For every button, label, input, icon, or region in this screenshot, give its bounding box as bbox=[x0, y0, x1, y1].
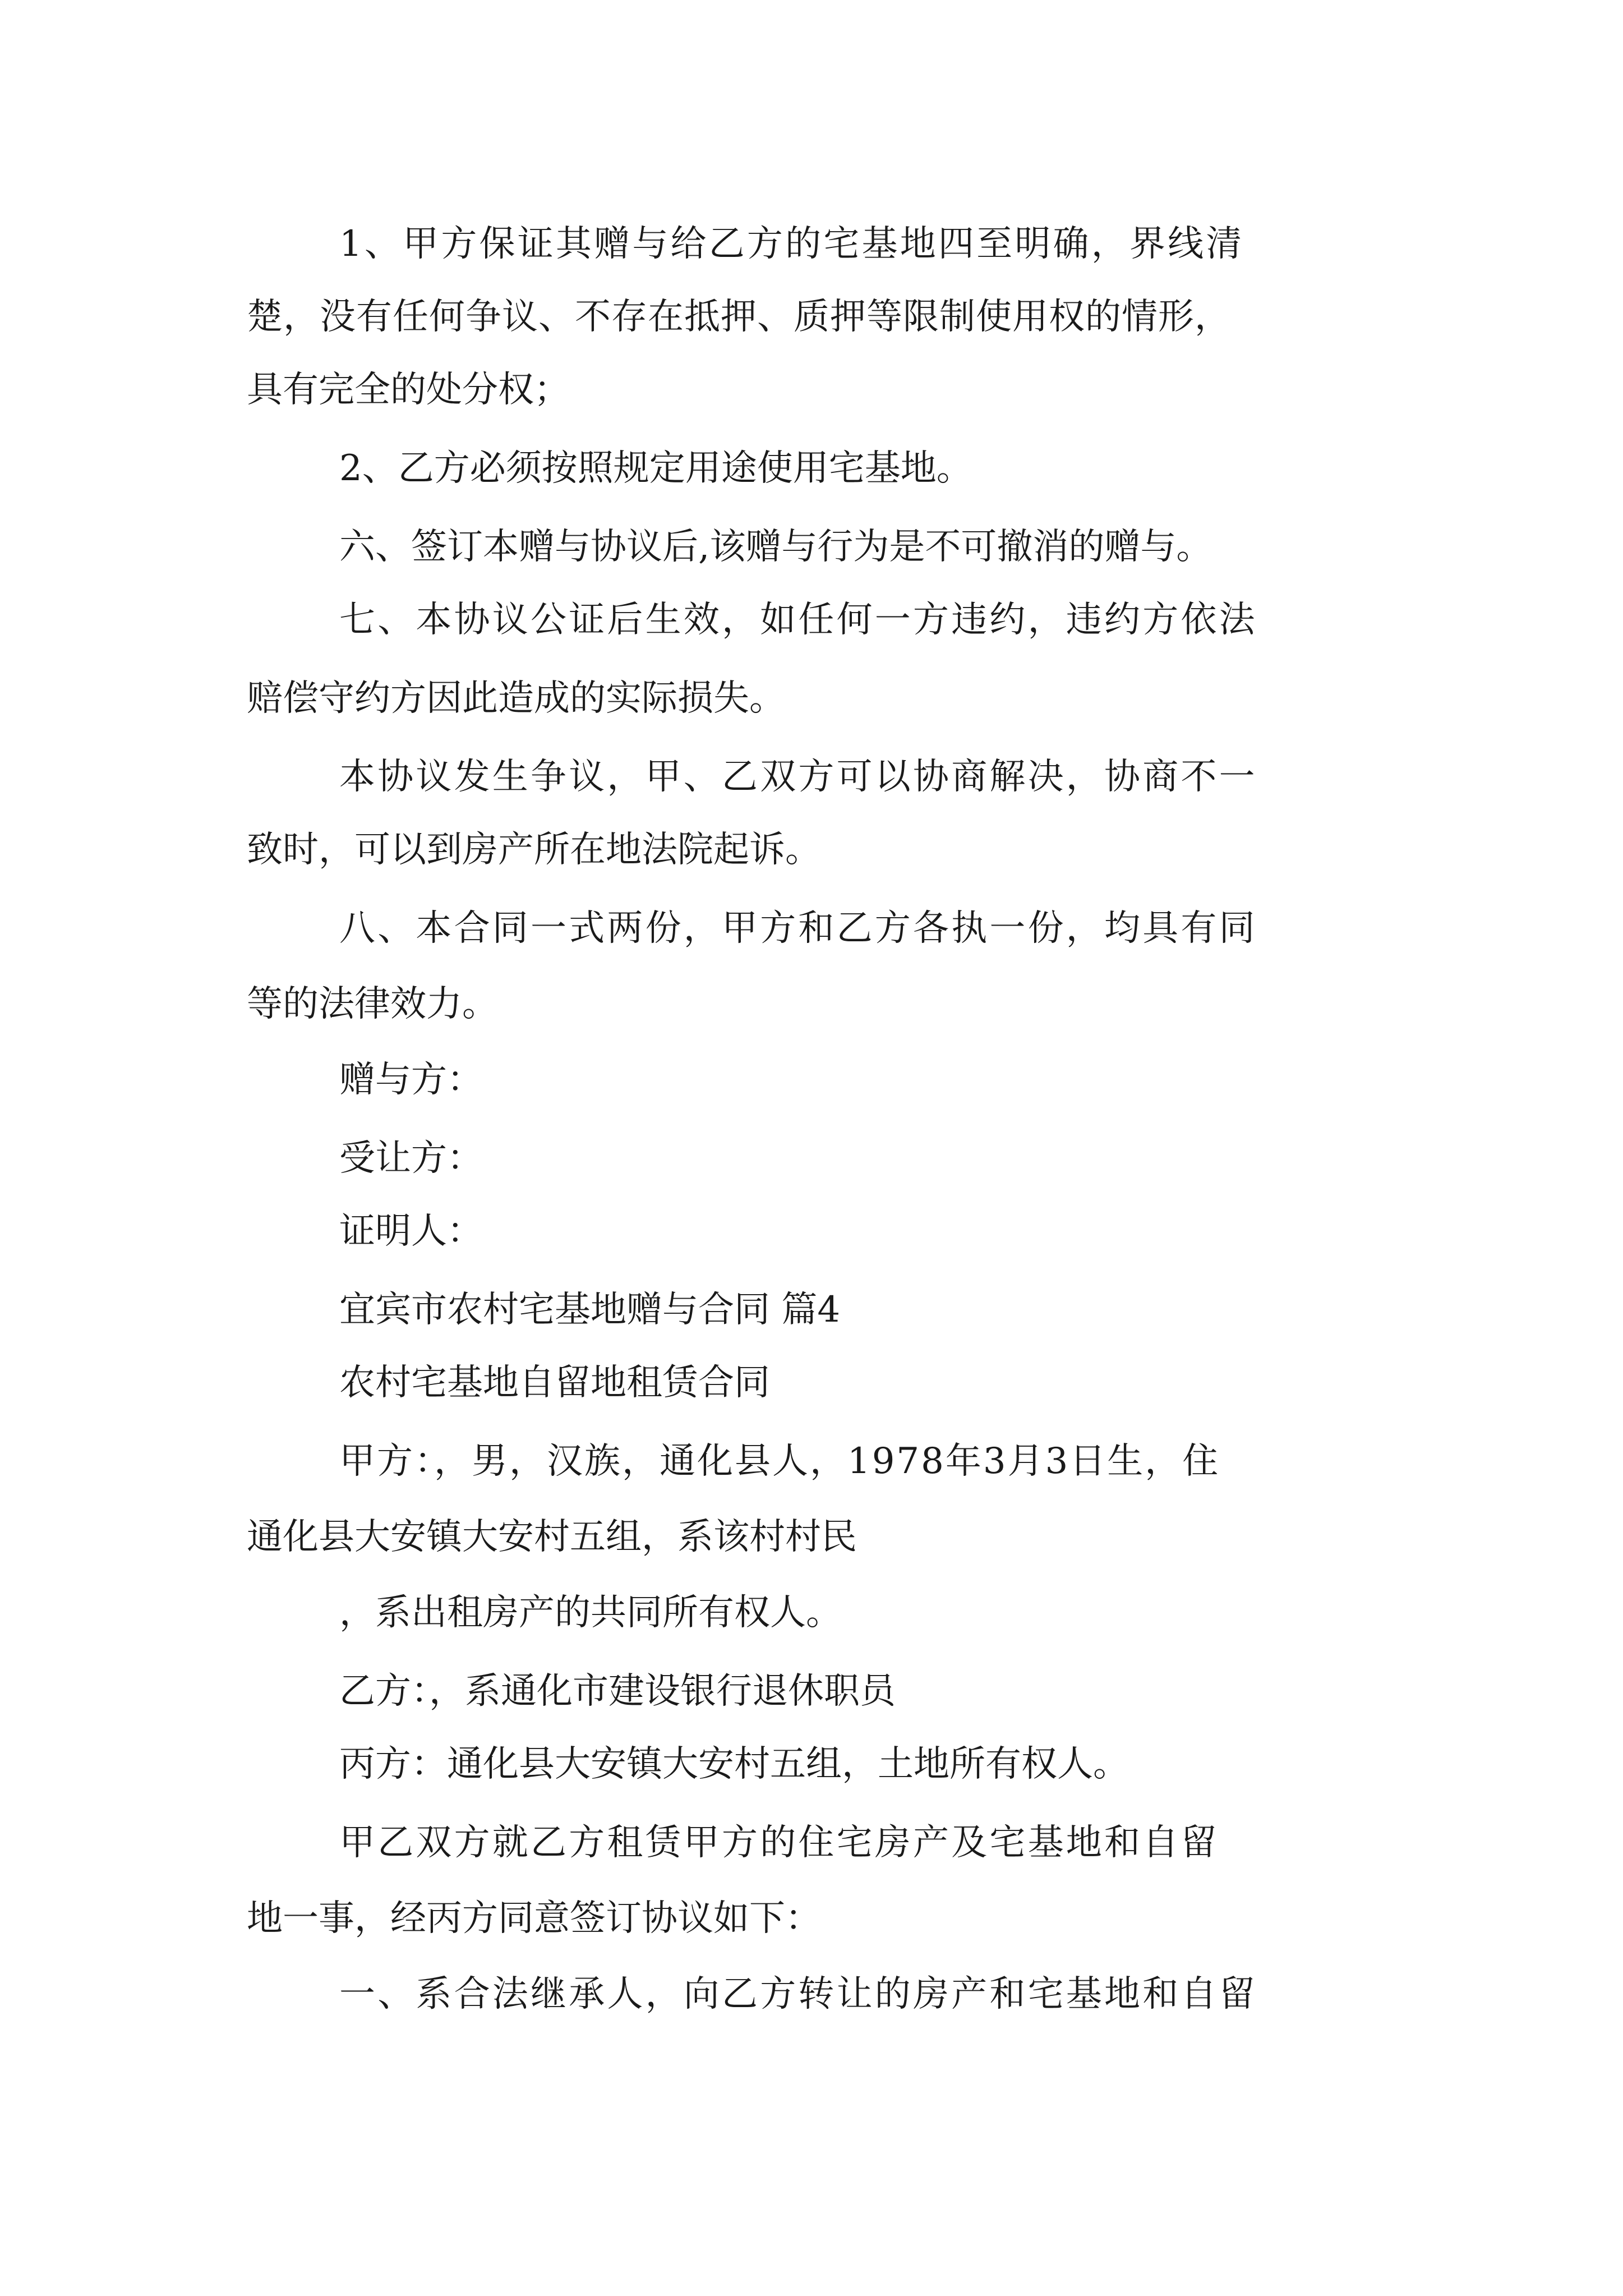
party-b-line: 乙方：，系通化市建设银行退休职员 bbox=[339, 1671, 896, 1712]
agreement-intro-line-2: 地一事，经丙方同意签订协议如下： bbox=[247, 1898, 821, 1939]
clause-five-item-2: 2、乙方必须按照规定用途使用宅基地。 bbox=[339, 448, 972, 489]
dispute-line-1: 本协议发生争议，甲、乙双方可以协商解决，协商不一 bbox=[339, 756, 1257, 798]
clause-one-line-1: 一、系合法继承人，向乙方转让的房产和宅基地和自留 bbox=[339, 1973, 1257, 2015]
clause-seven-line-2: 赔偿守约方因此造成的实际损失。 bbox=[247, 678, 785, 719]
transferee-signature-label: 受让方： bbox=[339, 1138, 483, 1179]
section-title-part-4: 宜宾市农村宅基地赠与合同 篇4 bbox=[339, 1289, 841, 1331]
witness-signature-label: 证明人： bbox=[339, 1211, 483, 1252]
party-c-line: 丙方：通化县大安镇大安村五组，土地所有权人。 bbox=[339, 1743, 1129, 1785]
agreement-intro-line-1: 甲乙双方就乙方租赁甲方的住宅房产及宅基地和自留 bbox=[339, 1822, 1219, 1864]
clause-five-item-1-line-1: 1、甲方保证其赠与给乙方的宅基地四至明确，界线清 bbox=[339, 223, 1244, 265]
clause-eight-line-1: 八、本合同一式两份，甲方和乙方各执一份，均具有同 bbox=[339, 908, 1257, 949]
party-a-line-2: 通化县大安镇大安村五组，系该村村民 bbox=[247, 1516, 857, 1558]
dispute-line-2: 致时，可以到房产所在地法院起诉。 bbox=[247, 829, 821, 871]
donor-signature-label: 赠与方： bbox=[339, 1059, 483, 1101]
co-owner-line: ，系出租房产的共同所有权人。 bbox=[339, 1592, 842, 1634]
clause-seven-line-1: 七、本协议公证后生效，如任何一方违约，违约方依法 bbox=[339, 599, 1257, 641]
clause-five-item-1-line-2: 楚，没有任何争议、不存在抵押、质押等限制使用权的情形， bbox=[247, 296, 1231, 338]
clause-eight-line-2: 等的法律效力。 bbox=[247, 983, 498, 1025]
party-a-line-1: 甲方：，男，汉族，通化县人，1978年3月3日生，住 bbox=[339, 1441, 1220, 1482]
clause-six: 六、签订本赠与协议后,该赠与行为是不可撤消的赠与。 bbox=[339, 526, 1212, 568]
clause-five-item-1-line-3: 具有完全的处分权； bbox=[247, 369, 570, 411]
contract-title: 农村宅基地自留地租赁合同 bbox=[339, 1362, 770, 1404]
